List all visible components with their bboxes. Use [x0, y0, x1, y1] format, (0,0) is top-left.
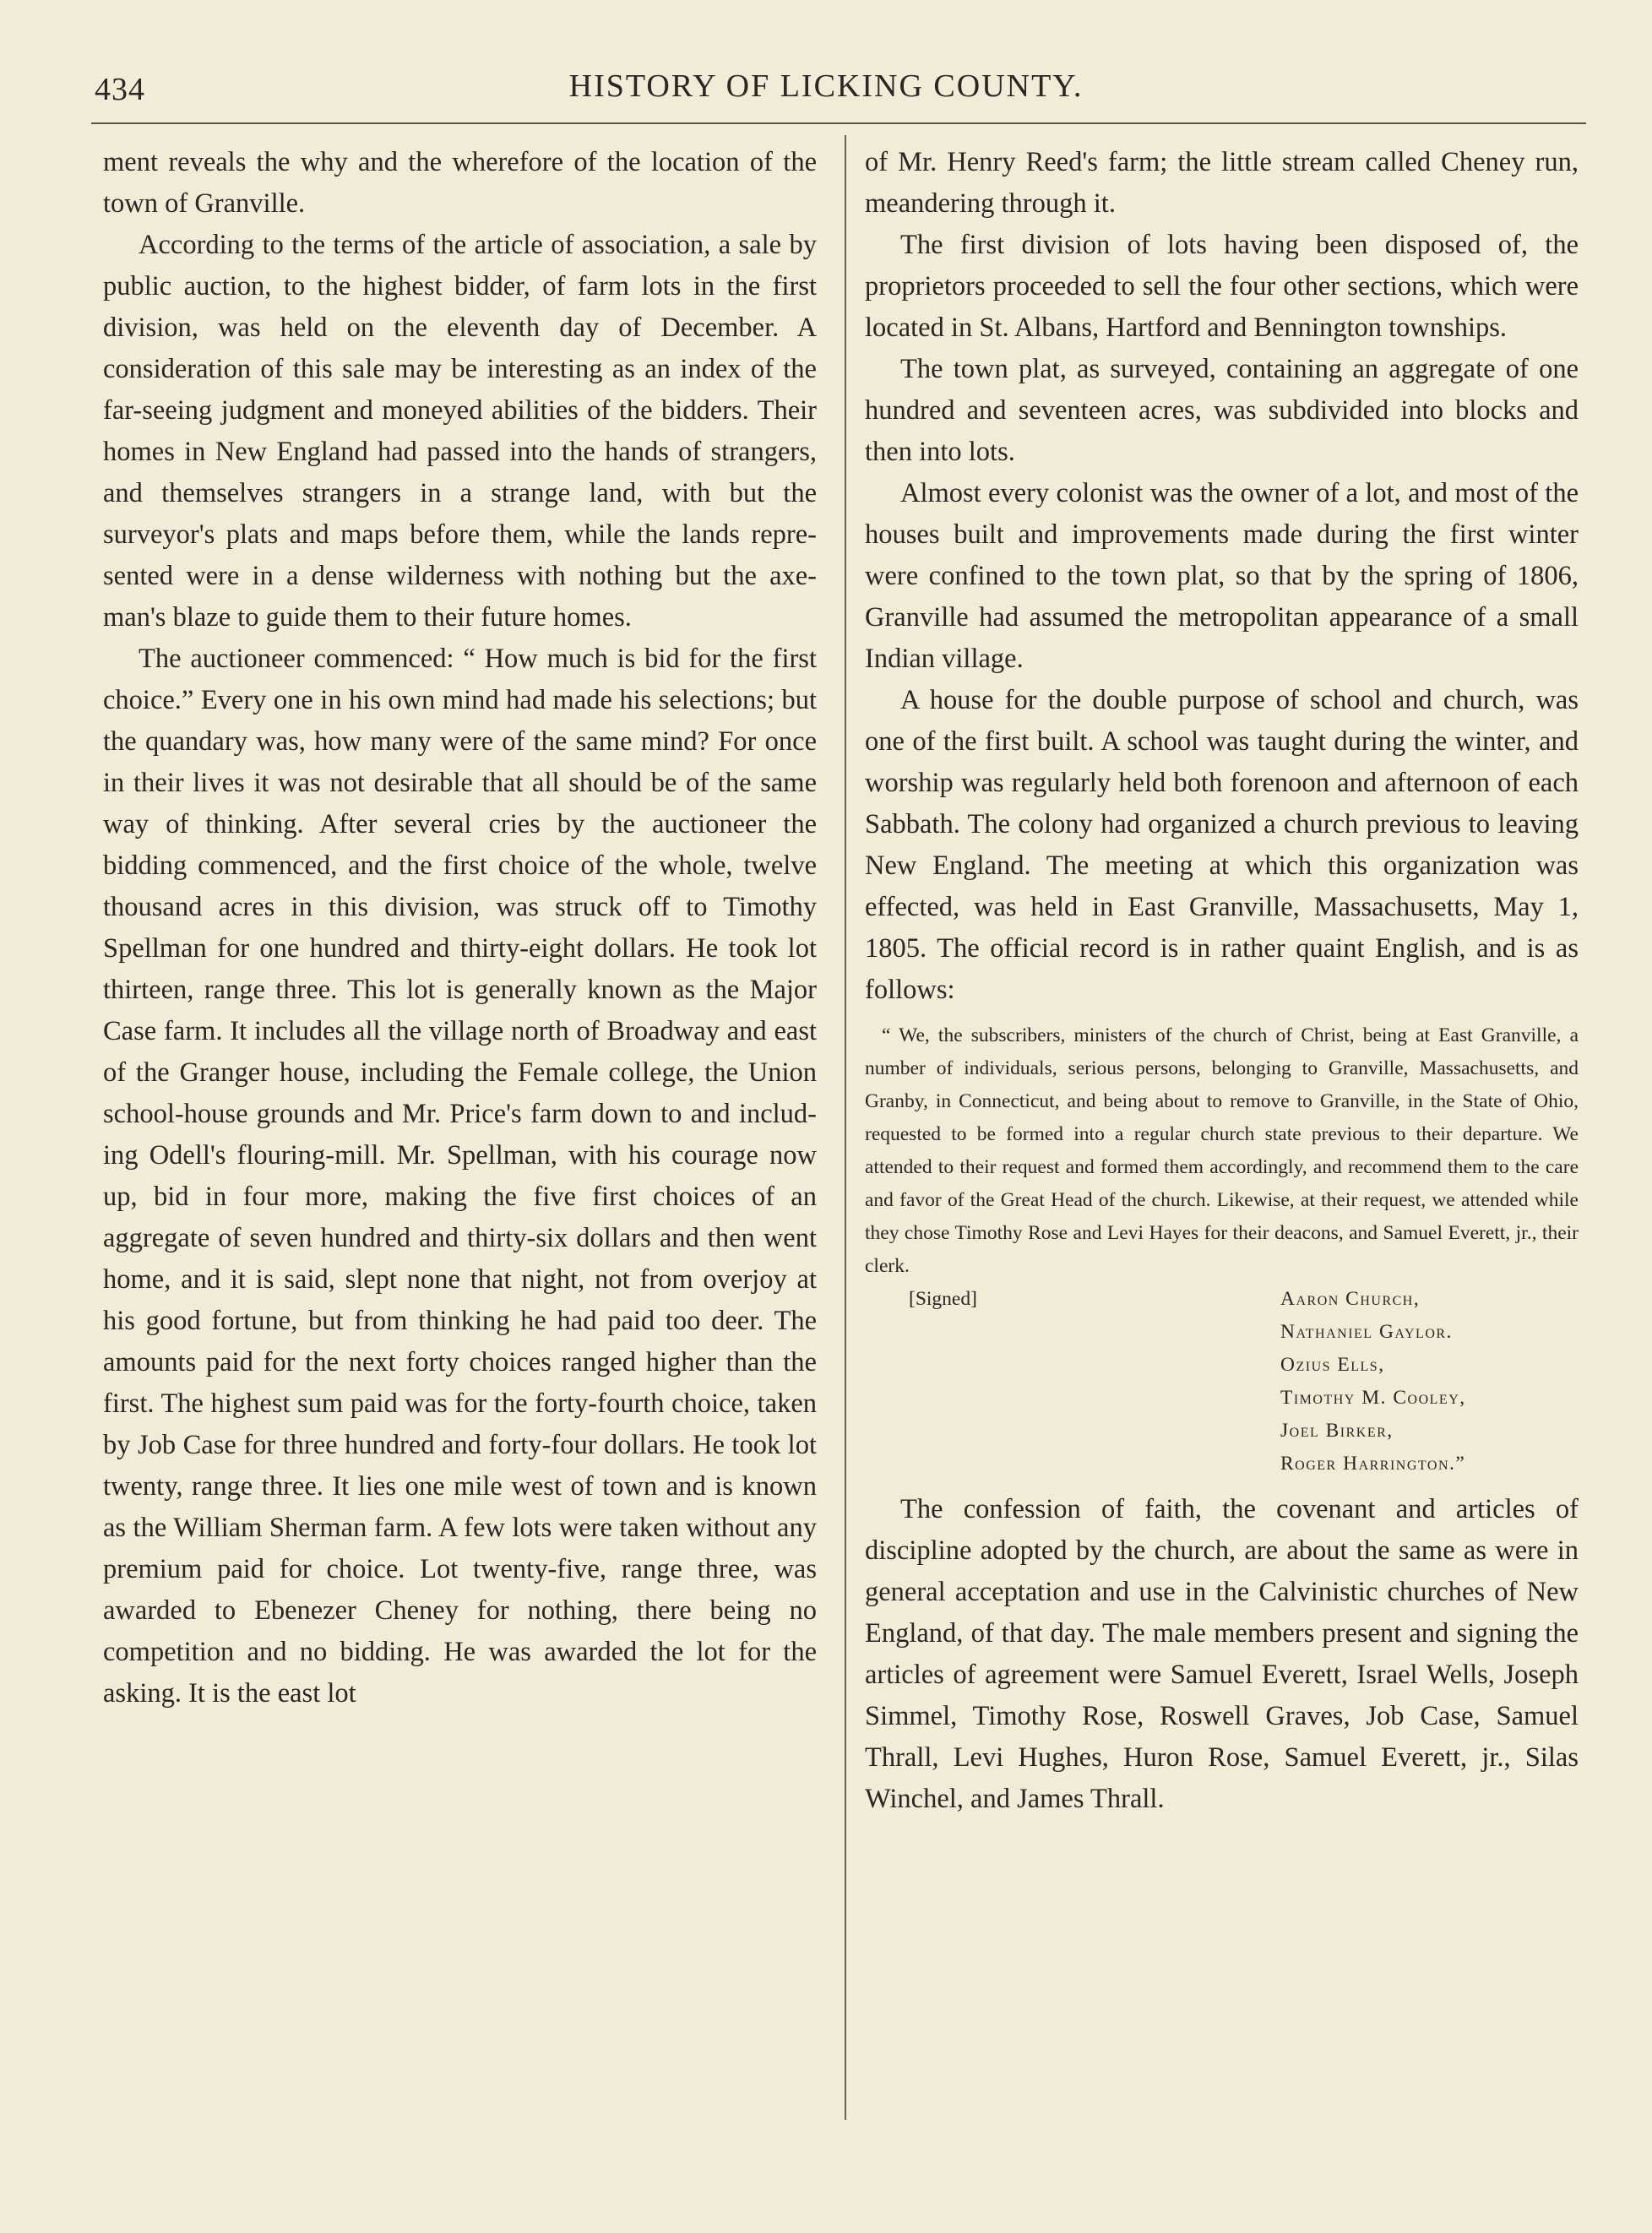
paragraph: The auctioneer commenced: “ How much is bid for the first choice.” Every one in his own mind had made his selections; but the quandary was, how many were of the same mind? For once in their lives it was not desirable that all should be of the same way of thinking. After several cries by the auctioneer the bidding commenced, and the first choice of the whole, twelve thousand acres in this division, was struck off to Timothy Spellman for one hundred and thirty-eight dollars. He took lot thirteen, range three. This lot is generally known as the Major Case farm. It includes all the village north of Broadway and east of the Granger house, including the Female college, the Union school-house grounds and Mr. Price's farm down to and including Odell's flouring-mill. Mr. Spellman, with his courage now up, bid in four more, making the five first choices of an aggregate of seven hundred and thirty-six dollars and then went home, and it is said, slept none that night, not from overjoy at his good fortune, but from thinking he had paid too deer. The amounts paid for the next forty choices ranged higher than the first. The highest sum paid was for the forty-fourth choice, taken by Job Case for three hundred and forty-four dollars. He took lot twenty, range three. It lies one mile west of town and is known as the William Sherman farm. A few lots were taken without any premium paid for choice. Lot twenty-five, range three, was awarded to Ebenezer Cheney for nothing, there being no competition and no bidding. He was awarded the lot for the asking. It is the east lot — [103, 644, 817, 1709]
signer-name: Aaron Church, — [1280, 1288, 1421, 1310]
signed-label: [Signed] — [909, 1288, 977, 1310]
signer-name: Nathaniel Gaylor. — [1280, 1321, 1453, 1343]
paragraph: of Mr. Henry Reed's farm; the little stream called Cheney run, meandering through it. — [865, 147, 1579, 219]
column-divider — [845, 135, 846, 2120]
signer-name: Roger Harrington.” — [1280, 1453, 1466, 1475]
paragraph: A house for the double purpose of school and church, was one of the first built. A school was taught during the winter, and worship was regularly held both forenoon and afternoon of each Sabbath. The colony had organized a church previous to leaving New England. The meeting at which this organization was effected, was held in East Granville, Massachusetts, May 1, 1805. The official record is in rather quaint English, and is as follows: — [865, 685, 1579, 1005]
signers-list — [1280, 1283, 1579, 1481]
left-column — [103, 142, 817, 1714]
paragraph: The first division of lots having been disposed of, the proprietors proceeded to sell the four other sections, which were located in St. Albans, Hartford and Bennington townships. — [865, 230, 1579, 343]
right-column — [865, 142, 1579, 1820]
running-head: HISTORY OF LICKING COUNTY. — [568, 68, 1084, 104]
record-text: “ We, the subscribers, ministers of the church of Christ, being at East Granville, a number of individuals, serious persons, belonging to Granville, Massachusetts, and Granby, in Connecticut, and being about to remove to Granville, in the State of Ohio, requested to be formed into a regular church state previous to their departure. We attended to their request and formed them accordingly, and recommend them to the care and favor of the Great Head of the church. Likewise, at their request, we attended while they chose Timothy Rose and Levi Hayes for their deacons, and Samuel Everett, jr., their clerk. — [865, 1024, 1579, 1277]
paragraph: ment reveals the why and the wherefore of the location of the town of Granville. — [103, 147, 817, 219]
paragraph: The town plat, as surveyed, containing an aggregate of one hundred and seventeen acres, was subdivided into blocks and then into lots. — [865, 354, 1579, 467]
signature-block — [909, 1283, 1579, 1481]
signer-name: Joel Birker, — [1280, 1420, 1394, 1442]
header-rule — [91, 122, 1586, 124]
page-number: 434 — [95, 72, 145, 107]
paragraph: Almost every colonist was the owner of a lot, and most of the houses built and improvements made during the first winter were confined to the town plat, so that by the spring of 1806, Granville had assumed the metropolitan appearance of a small Indian village. — [865, 478, 1579, 674]
signer-name: Ozius Ells, — [1280, 1354, 1385, 1376]
signer-name: Timothy M. Cooley, — [1280, 1387, 1466, 1409]
paragraph: According to the terms of the article of association, a sale by public auction, to the highest bidder, of farm lots in the first division, was held on the eleventh day of December. A consideration of this sale may be interesting as an index of the far-seeing judgment and moneyed abilities of the bidders. Their homes in New England had passed into the hands of strangers, and themselves strangers in a strange land, with but the surveyor's plats and maps before them, while the lands represented were in a dense wilderness with nothing but the axe-man's blaze to guide them to their future homes. — [103, 230, 817, 633]
paragraph: The confession of faith, the covenant and articles of discipline adopted by the church, are about the same as were in general acceptation and use in the Calvinistic churches of New England, of that day. The male members present and signing the articles of agreement were Samuel Everett, Israel Wells, Joseph Simmel, Timothy Rose, Roswell Graves, Job Case, Samuel Thrall, Levi Hughes, Huron Rose, Samuel Everett, jr., Silas Winchel, and James Thrall. — [865, 1494, 1579, 1814]
church-record-quote — [865, 1019, 1579, 1283]
